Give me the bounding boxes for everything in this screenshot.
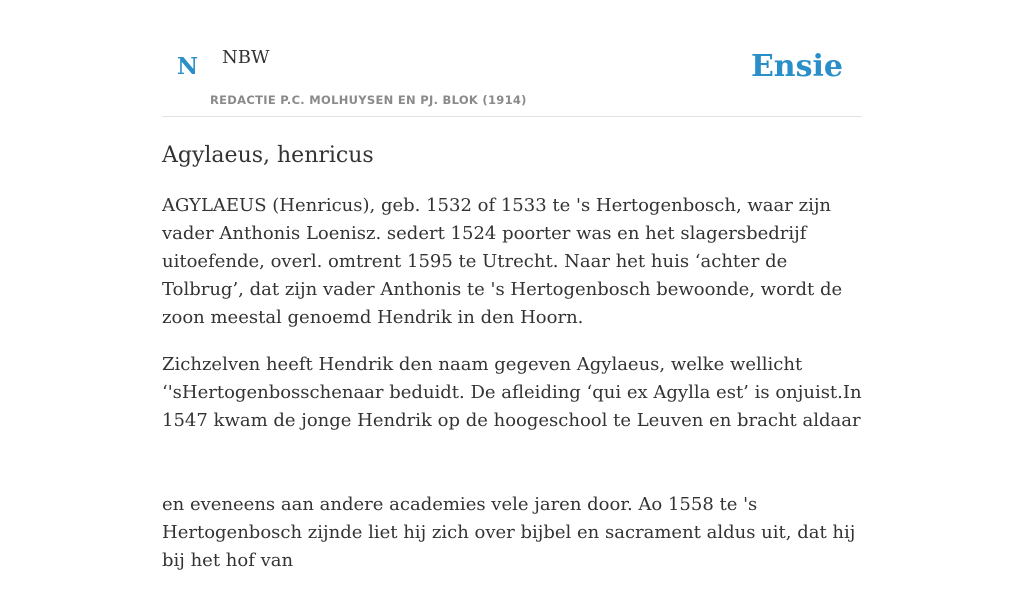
article-paragraph: Zichzelven heeft Hendrik den naam gegeven Agylaeus, welke wellicht ‘'sHertogenbosschenaar beduidt. De afleiding ‘qui ex Agylla est’ is onjuist.In 1547 kwam de jonge Hendrik op de hoogeschool te Leuven en bracht aldaar: [162, 353, 862, 431]
article-paragraph: AGYLAEUS (Henricus), geb. 1532 of 1533 te 's Hertogenbosch, waar zijn vader Anthonis Loenisz. sedert 1524 poorter was en het slagersbedrijf uitoefende, overl. omtrent 1595 te Utrecht. Naar het huis ‘achter de Tolbrug’, dat zijn vader Anthonis te 's Hertogenbosch bewoonde, wordt de zoon meestal genoemd Hendrik in den Hoorn.: [162, 194, 843, 328]
content-column: [162, 0, 862, 594]
brand-logo-link[interactable]: Ensie: [750, 49, 843, 84]
site-header: [162, 0, 862, 117]
article-body: [162, 192, 862, 575]
source-subtitle: REDACTIE P.C. MOLHUYSEN EN PJ. BLOK (1914): [210, 93, 527, 107]
source-logo-letter[interactable]: N: [177, 53, 199, 80]
article-paragraph: en eveneens aan andere academies vele jaren door. Ao 1558 te 's Hertogenbosch zijnde liet hij zich over bijbel en sacrament aldus uit, dat hij bij het hof van: [162, 493, 856, 571]
source-name[interactable]: NBW: [222, 47, 270, 68]
article-title: Agylaeus, henricus: [162, 143, 374, 168]
